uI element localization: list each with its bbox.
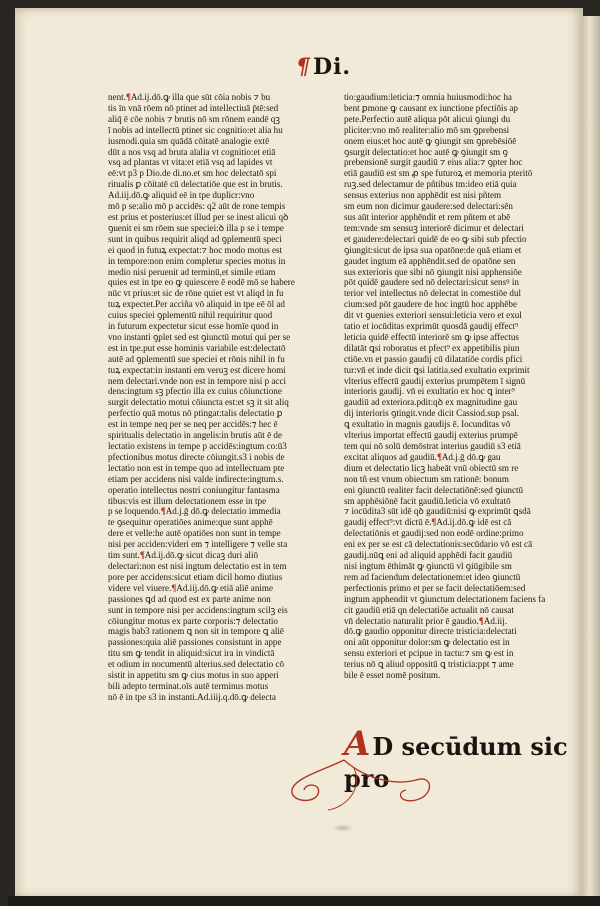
text-line: perfectio quā motus nō ptingat:talis delectatio ꝑ bbox=[108, 408, 283, 419]
text-line: cit gaudiū etiā qn delectatiōe actualit nō causat bbox=[344, 604, 514, 615]
text-line: tim sunt.¶Ad.ij.dō.ꝙ sicut dicaꝫ duri aliō bbox=[108, 550, 259, 561]
text-line: gaudiū ad exteriora.pdit:qꝺ ex magnitudine gau bbox=[344, 397, 518, 408]
text-line: te ꝯsequitur operatiōes anime:que sunt apphē bbox=[108, 517, 273, 528]
text-line: sus exterioris que sibi nō ꝯiungit nisi apphensiōe bbox=[344, 266, 522, 277]
text-line: pete.Perfectio autē aliqua pōt alicui ꝯiungi du bbox=[344, 113, 511, 124]
text-line: vlterius effectū gaudij exterius prumpētem ī signū bbox=[344, 375, 526, 386]
text-line: cium:sed pōt gaudere de hoc ingtū hoc apphēbe bbox=[344, 299, 517, 310]
text-line: sunt in tempore nisi per accidens:ingtum scilꝫ eis bbox=[108, 604, 288, 615]
text-line: dit vt ꝯuenies exteriori sensui:leticia vero et exul bbox=[344, 310, 522, 321]
text-line: titu sm ꝙ tendit in aliquid:sicut ira in vindictā bbox=[108, 648, 275, 659]
text-line: nūc vt prius:et sic de rōne quiet est vt aliqd in fu bbox=[108, 288, 284, 299]
text-line: nem delectari.vnde non est in tempore nisi p acci bbox=[108, 375, 287, 386]
column-text bbox=[108, 92, 336, 703]
text-line: mō p se:alio mō p accidēs: q2 aūt de rone tempis bbox=[108, 201, 286, 212]
text-column-left bbox=[108, 92, 336, 752]
text-line: dens:ingtum sꝫ pfectio illa ex cuius cōiunctione bbox=[108, 386, 282, 397]
text-line: sensus exterius non apphēdit est nisi pñtem bbox=[344, 190, 502, 201]
text-line: est in tempe neq per se neq per accidēs:⁊ hec ē bbox=[108, 419, 278, 430]
text-line: dilatāt ꝗsi roboratus et pfect⁹ ex appetibilis piun bbox=[344, 342, 520, 353]
text-line: oni aūt opponitur dolor:sm ꝙ delectatio est in bbox=[344, 637, 510, 648]
scan-shadow-bottom bbox=[8, 896, 600, 906]
text-line: vn̄ delectatio naturalit prior ē gaudio.¶Ad.iij. bbox=[344, 615, 508, 626]
text-line: tatio et iocūditas exprimūt quosdā gaudij effect⁹ bbox=[344, 321, 519, 332]
text-line: ꝯsurgit delectatio:et hoc autē ꝙ ꝯiungit sm ꝯ bbox=[344, 146, 508, 157]
paragraph-mark: ¶ bbox=[436, 451, 442, 462]
text-line: spiritualis delectatio in angelis:in brutis aūt ē de bbox=[108, 430, 283, 441]
text-line: ī nobis ad intellectū ptinet sic cognitio:et alia hu bbox=[108, 124, 283, 135]
text-line: in tempore:non enim completur species motus in bbox=[108, 255, 286, 266]
text-line: Ad.iij.dō.ꝙ aliquid eē in tpe duplicr:vno bbox=[108, 190, 255, 201]
text-line: cōiungitur motus ex parte corporis:⁊ delectatio bbox=[108, 615, 278, 626]
text-line: prebensionē surgit gaudiū ⁊ eius alia:⁊ ꝯpter hoc bbox=[344, 157, 523, 168]
text-line: vno instanti ꝯplet sed est ꝯiunctū motui qui per se bbox=[108, 331, 291, 342]
text-line: gaudet ingtum eā apphēndit.sed de opatōne sen bbox=[344, 255, 516, 266]
text-line: terius nō ꝗ aliud oppositū ꝗ tristicia:ppt ⁊ ame bbox=[344, 659, 514, 670]
text-line: gaudij effect⁹:vt dictū ē.¶Ad.ij.dō.ꝙ idē est cā bbox=[344, 517, 512, 528]
text-line: in futurum expectetur sicut esse homīe quod in bbox=[108, 321, 279, 332]
text-line: surgit delectatio motui cōiuncta est:et sꝫ it sit aliq bbox=[108, 397, 289, 408]
paragraph-mark: ¶ bbox=[160, 506, 166, 517]
ink-smudge bbox=[332, 824, 354, 832]
text-line: aliq̄ ē cōe nobis ⁊ brutis nō sm rōnem eandē qꝫ bbox=[108, 113, 280, 124]
text-line: est in tpe.put esse hominis variabile est:delectatō bbox=[108, 342, 286, 353]
text-line: tio:gaudium:leticia:⁊ omnia huiusmodi:hoc ha bbox=[344, 92, 512, 102]
red-flourish-ornament bbox=[284, 756, 444, 820]
text-line: est prius et posterius:et illud per se inest alicui qꝺ bbox=[108, 211, 289, 222]
text-line: passiones:quia aliē passiones consistunt in appe bbox=[108, 637, 282, 648]
paragraph-mark: ¶ bbox=[478, 615, 484, 626]
text-line: ꝗ exultatio in magnis gaudijs ē. Iocunditas vō bbox=[344, 419, 511, 430]
text-line: rem ad faciendum delectationem:et ideo ꝯiunctū bbox=[344, 571, 521, 582]
text-line: ꝯiungit:sicut de ipsa sua opatōne:de quā etiam et bbox=[344, 244, 522, 255]
text-line: ei quod in futuꝝ expectat:⁊ hoc modo motus est bbox=[108, 244, 283, 255]
text-line: operatio intellectus nostri coniungitur fantasma bbox=[108, 484, 280, 495]
text-line: delectatiōnis et gaudij:sed non eodē ordine:primo bbox=[344, 528, 524, 539]
text-line: vlterius importat effectū gaudij exterius prumpē bbox=[344, 430, 518, 441]
text-line: pore per accidens:sicut etiam dicil homo diutius bbox=[108, 571, 283, 582]
text-line: sistit in appetitu sm ꝙ cius motus in suo apperi bbox=[108, 670, 279, 681]
text-line: perfectionis primo et per se facit delectatiōem:sed bbox=[344, 582, 526, 593]
text-line: eni ex per se est cā delectationis:secūdario vō est cā bbox=[344, 539, 533, 550]
text-line: iusmodi.quia sm quādā cōitatē analogie extē bbox=[108, 135, 270, 146]
text-line: sunt in quibus requirit aliqd ad ꝯplementū speci bbox=[108, 233, 282, 244]
text-line: leticia quidē effectū interiorē sm ꝙ ipse affectus bbox=[344, 331, 519, 342]
text-line: excitat aliquos ad gaudiū.¶Ad.j.ḡ dō.ꝙ gau bbox=[344, 451, 501, 462]
text-line: tur:vn̄ et inde dicit ꝗsi latitia.sed exultatio exprimit bbox=[344, 364, 530, 375]
text-line: nisi ingtum ēthimāt ꝙ ꝯiunctū vl ꝯiūgibile sm bbox=[344, 560, 512, 571]
text-line: sensu exteriori et pcipue in tactu:⁊ sm ꝙ est in bbox=[344, 648, 514, 659]
text-line: ruꝫ.sed delectamur de pñtibus tm:ideo etiā quia bbox=[344, 179, 517, 190]
section-opening-text: D secūdum sic pro bbox=[344, 732, 568, 793]
text-line: terior vel intellectus nō delectat in comestiōe dul bbox=[344, 288, 522, 299]
text-line: lectatio existens in tempe p accidēs:ingtum co:ū3 bbox=[108, 441, 287, 451]
text-line: etiam per accidens nisi valde indirecte:ingtum.s. bbox=[108, 473, 284, 484]
text-line: etiā gaudiū est sm ꝓ spe futuroꝝ et memoria pteritō bbox=[344, 168, 533, 179]
text-line: ⁊ iocūdita3 sūt idē qꝺ gaudiū:nisi ꝙ exprimūt ꝗsdā bbox=[344, 506, 531, 517]
text-line: passiones ꝗd ad quod est ex parte anime non bbox=[108, 593, 271, 604]
text-line: pliciter:vno mō realiter:alio mō sm ꝯprebensi bbox=[344, 124, 510, 135]
text-line: delectari:non est nisi ingtum delectatio est in tem bbox=[108, 560, 287, 571]
running-head-text: Di. bbox=[313, 54, 352, 80]
text-line: dō.ꝙ gaudio opponitur directe tristicia:delectati bbox=[344, 626, 517, 637]
text-line: cuius speciei ꝯplementū nihil requiritur quod bbox=[108, 310, 273, 321]
text-line: quies est in tpe eo ꝙ quiescere ē eodē mō se habere bbox=[108, 277, 295, 288]
text-line: bili adepto terminat.oīs autē terminus motus bbox=[108, 680, 269, 691]
column-text bbox=[344, 92, 572, 681]
text-line: sm apphēsiōnē facit gaudiū.leticia vō exultatō bbox=[344, 495, 511, 506]
text-line: non tñ est vnum obiectum sm rationē: bonum bbox=[344, 473, 509, 484]
text-line: tis īn vnā rōem nō ptinet ad intellectiuā p̄tē:sed bbox=[108, 102, 279, 113]
text-line: tuꝝ expectat:in instanti em veruꝫ est dicere homi bbox=[108, 364, 286, 375]
text-line: autē ad ꝯplementū sue speciei et rōnis nihil in fu bbox=[108, 353, 285, 364]
text-line: nisi per acciden:videri em ⁊ intelligere ⁊ velle sta bbox=[108, 539, 288, 550]
text-line: nent.¶Ad.ij.dō.ꝙ illa que sūt cōia nobis ⁊ bu bbox=[108, 92, 271, 102]
paragraph-mark: ¶ bbox=[139, 550, 145, 561]
text-line: pōt quidē gaudere sed nō delectari:sicut sensꝰ in bbox=[344, 277, 519, 288]
text-line: tem:vnde sm sensuꝫ interiorē dicimur et delectari bbox=[344, 222, 524, 233]
text-line: p se loquendo.¶Ad.j.ḡ dō.ꝙ delectatio immedia bbox=[108, 506, 281, 517]
text-line: et odium in nocumentū alterius.sed delectatio cō bbox=[108, 659, 285, 670]
text-line: vsq ad plantas vt vita:et etiā vsq ad lapides vt bbox=[108, 157, 273, 168]
text-line: eni ꝯiunctū realiter facit delectatiōnē:sed ꝯiunctū bbox=[344, 484, 524, 495]
pilcrow-mark: ¶ bbox=[296, 54, 311, 80]
text-line: nō ē in tpe s3 in instanti.Ad.iiij.q.dō.ꝙ delecta bbox=[108, 691, 276, 702]
text-line: videre vel viuere.¶Ad.iij.dō.ꝙ etiā aliē anime bbox=[108, 582, 274, 593]
text-line: pfectionibus motus directe cōiungit.s3 i nobis de bbox=[108, 451, 285, 462]
text-column-right bbox=[344, 92, 572, 730]
text-line: lectatio non est in tempe quo ad intellectuam pte bbox=[108, 462, 285, 473]
text-line: et gaudere:delectari quidē de eo ꝙ sibi sub pfectio bbox=[344, 233, 527, 244]
text-line: interioris gaudij. vn̄ ei exultatio ex hoc ꝗ inter⁹ bbox=[344, 386, 515, 397]
paragraph-mark: ¶ bbox=[431, 517, 437, 528]
running-head bbox=[296, 54, 351, 80]
text-line: dūt a nos vsq ad bruta aīalia vt cognitio:et etiā bbox=[108, 146, 276, 157]
text-line: sus aūt interior apphēndit et rem pñtem et abē bbox=[344, 211, 511, 222]
text-line: dium et delectatio licꝫ habeāt vnū obiectū sm re bbox=[344, 462, 519, 473]
text-line: ingtum apphendit vt ꝯiunctum delectationem faciens fa bbox=[344, 593, 546, 604]
text-line: ꝯuenit ei sm rōem sue speciei:ꝺ illa p se i tempe bbox=[108, 222, 284, 233]
text-line: sm eum non dicimur gaudere:sed delectari:sēn bbox=[344, 201, 513, 212]
text-line: magis bab3 rationem ꝗ non sit in tempore ꝗ aliē bbox=[108, 626, 284, 637]
text-line: ctiōe.vn et passio gaudij cū dilatatiōe cordis pfici bbox=[344, 353, 523, 364]
text-line: medio nisi peruenit ad terminū,et simile etiam bbox=[108, 266, 276, 277]
text-line: ritualis ꝑ cōitatē cū delectatiōe que est in brutis. bbox=[108, 179, 283, 190]
text-line: tuꝝ expectet.Per acciña vō aliquid in tpe eē ōl ad bbox=[108, 299, 285, 310]
paragraph-mark: ¶ bbox=[125, 92, 131, 102]
text-line: bent ꝑmone ꝙ causant ex iunctione pfectiōis ap bbox=[344, 102, 518, 113]
text-line: dere et velle:he autē opatiōes non sunt in tempe bbox=[108, 528, 281, 539]
text-line: dij interioris ꝯtingit.vnde dicit Cassiod.sup psal. bbox=[344, 408, 520, 419]
text-line: tibus:vis est illum delectationem esse in tpe bbox=[108, 495, 267, 506]
text-line: onem eius:et hoc autē ꝙ ꝯiungit sm ꝯprebēsiōē bbox=[344, 135, 517, 146]
text-line: gaudij.nūꝗ eni ad aliquid apphēdi facit gaudiū bbox=[344, 550, 513, 561]
text-line: tem qui nō solū demōstrat interius gaudiū s3 etiā bbox=[344, 441, 521, 451]
text-line: bile ē esset nomē positum. bbox=[344, 670, 441, 681]
text-line: eē:vt p3 p Dio.de di.no.et sm hoc delectatō spi bbox=[108, 168, 277, 179]
paragraph-mark: ¶ bbox=[171, 582, 177, 593]
rubricated-initial: A bbox=[344, 724, 371, 764]
